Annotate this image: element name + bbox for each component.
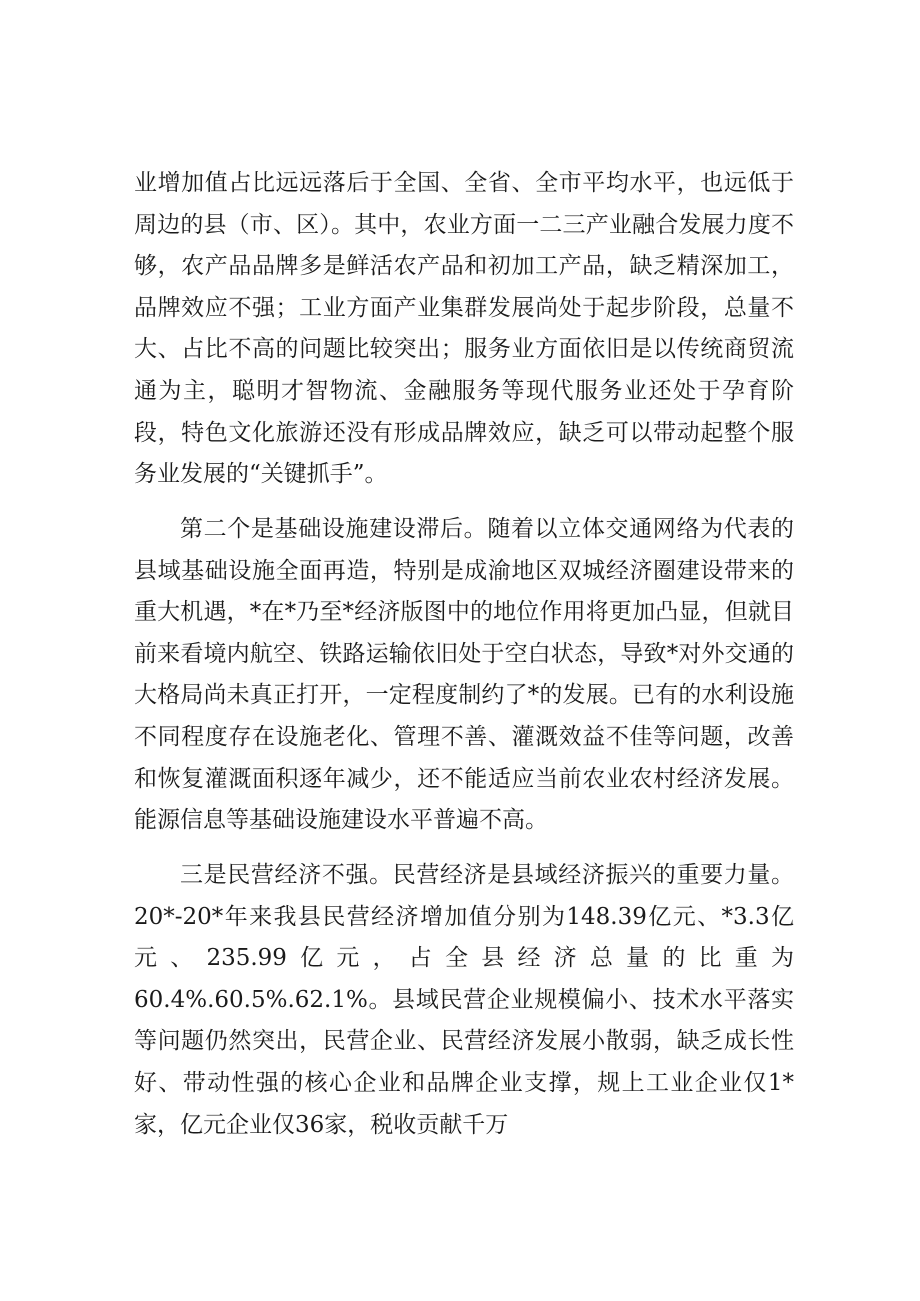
paragraph-private-economy: 三是民营经济不强。民营经济是县域经济振兴的重要力量。20*-20*年来我县民营经济增加值分别为148.39亿元、*3.3亿元、235.99亿元，占全县经济总量的比重为60.4%.60.5%.62.1%。县域民营企业规模偏小、技术水平落实等问题仍然突出，民营企业、民营经济发展小散弱，缺乏成长性好、带动性强的核心企业和品牌企业支撑，规上工业企业仅1*家，亿元企业仅36家，税收贡献千万 (134, 862, 794, 1138)
paragraph-continuation: 业增加值占比远远落后于全国、全省、全市平均水平，也远低于周边的县（市、区）。其中，农业方面一二三产业融合发展力度不够，农产品品牌多是鲜活农产品和初加工产品，缺乏精深加工，品牌效应不强；工业方面产业集群发展尚处于起步阶段，总量不大、占比不高的问题比较突出；服务业方面依旧是以传统商贸流通为主，聪明才智物流、金融服务等现代服务业还处于孕育阶段，特色文化旅游还没有形成品牌效应，缺乏可以带动起整个服务业发展的“关键抓手”。 (134, 170, 794, 488)
paragraph-infrastructure: 第二个是基础设施建设滞后。随着以立体交通网络为代表的县域基础设施全面再造，特别是成渝地区双城经济圈建设带来的重大机遇，*在*乃至*经济版图中的地位作用将更加凸显，但就目前来看境内航空、铁路运输依旧处于空白状态，导致*对外交通的大格局尚未真正打开，一定程度制约了*的发展。已有的水利设施不同程度存在设施老化、管理不善、灌溉效益不佳等问题，改善和恢复灌溉面积逐年减少，还不能适应当前农业农村经济发展。能源信息等基础设施建设水平普遍不高。 (134, 516, 794, 834)
